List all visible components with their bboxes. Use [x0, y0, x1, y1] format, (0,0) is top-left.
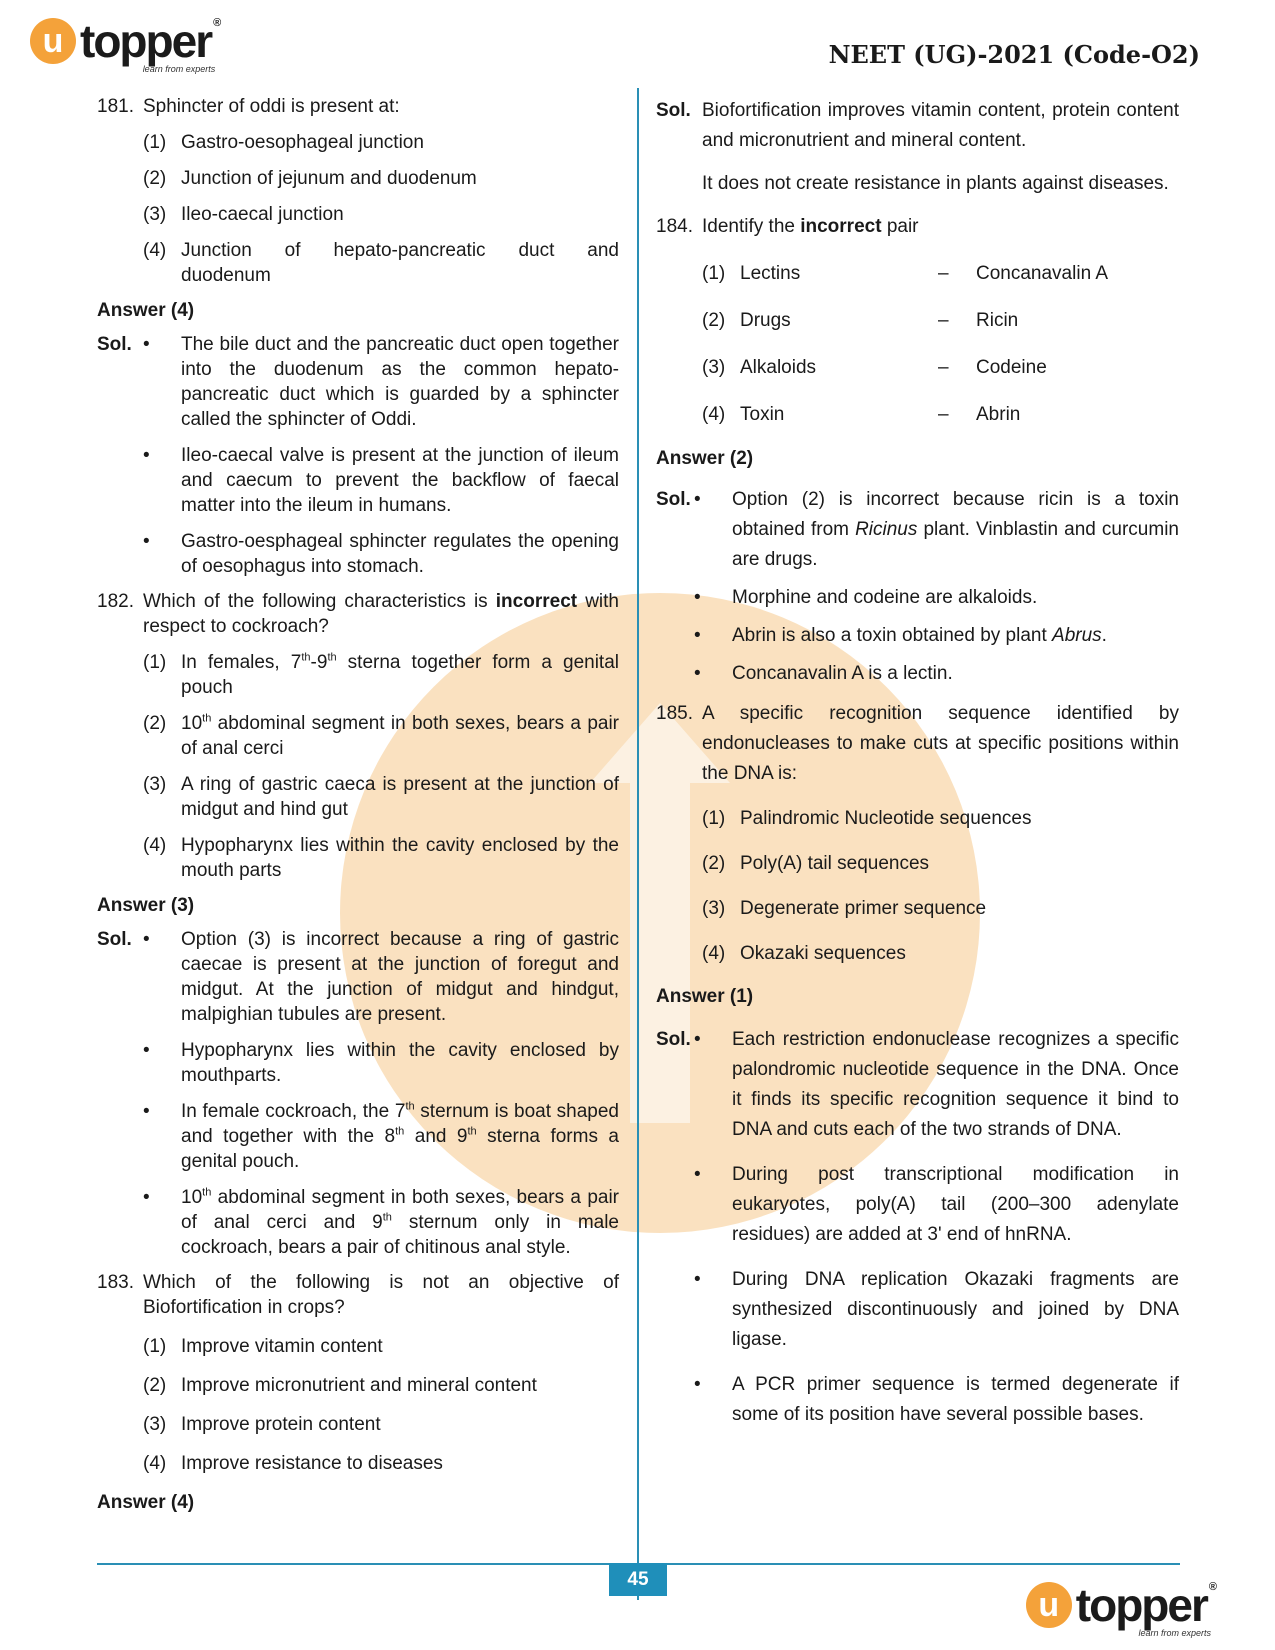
- pair-row: (1) Lectins – Concanavalin A: [702, 263, 1109, 284]
- question-183: 183. Which of the following is not an objective of Biofortification in crops?: [97, 1272, 619, 1318]
- option: (2) Poly(A) tail sequences: [702, 853, 930, 874]
- right-column: [656, 96, 1179, 1430]
- footer-logo: [1026, 1579, 1215, 1638]
- logo-u-icon: u: [30, 18, 76, 64]
- option: (4) Hypopharynx lies within the cavity enclosed by the mouth parts: [143, 835, 619, 881]
- answer-182: Answer (3): [97, 895, 195, 916]
- q185-options: [702, 804, 1179, 969]
- option: (1) Palindromic Nucleotide sequences: [702, 808, 1032, 829]
- option: (4) Improve resistance to diseases: [143, 1453, 443, 1474]
- question-182: 182. Which of the following characteristics is incorrect with respect to cockroach?: [97, 591, 619, 637]
- pair-row: (3) Alkaloids – Codeine: [702, 357, 1047, 378]
- option: (3) Improve protein content: [143, 1414, 381, 1435]
- page-number: 45: [609, 1563, 667, 1596]
- answer-184: Answer (2): [656, 448, 754, 469]
- q183-options: [143, 1334, 619, 1476]
- option: (3) A ring of gastric caeca is present at the junction of midgut and hind gut: [143, 774, 619, 820]
- solution-182: Sol. • Option (3) is incorrect because a ring of gastric caecae is present at the junction of foregut and midgut. At the junction of midgut and hindgut, malpighian tubules are present. • Hypopharynx lies within the cavity enclosed by mouthparts. • In female cockroach, the 7th sternum is boat shaped and together with the 8th and 9th sterna forms a genital pouch. • 10th abdominal segment in both sexes, bears a pair of anal cerci and 9th sternum only in male cockroach, bears a pair of chitinous anal style.: [97, 929, 619, 1258]
- pair-row: (2) Drugs – Ricin: [702, 310, 1019, 331]
- logo-u-icon: u: [1026, 1582, 1072, 1628]
- option: (2) Junction of jejunum and duodenum: [143, 168, 477, 189]
- option: (3) Ileo-caecal junction: [143, 204, 344, 225]
- option: (1) In females, 7th-9th sterna together form a genital pouch: [143, 651, 619, 698]
- logo-text: topper ®: [80, 15, 220, 67]
- q181-options: [143, 130, 619, 288]
- option: (1) Gastro-oesophageal junction: [143, 132, 424, 153]
- option: (3) Degenerate primer sequence: [702, 898, 987, 919]
- option: (1) Improve vitamin content: [143, 1336, 383, 1357]
- solution-185: Sol. • Each restriction endonuclease recognizes a specific palondromic nucleotide sequence in the DNA. Once it finds its specific recognition sequence it bind to DNA and cuts each of the two strands of DNA. • During post transcriptional modification in eukaryotes, poly(A) tail (200–300 adenylate residues) are added at 3' end of hnRNA. • During DNA replication Okazaki fragments are synthesized discontinuously and joined by DNA ligase. • A PCR primer sequence is termed degenerate if some of its position have several possible bases.: [656, 1029, 1179, 1425]
- solution-183: Sol. Biofortification improves vitamin content, protein content and micronutrient and mineral content. It does not create resistance in plants against diseases.: [656, 100, 1179, 194]
- q182-options: [143, 650, 619, 883]
- option: (4) Okazaki sequences: [702, 943, 906, 964]
- solution-184: Sol. • Option (2) is incorrect because ricin is a toxin obtained from Ricinus plant. Vinblastin and curcumin are drugs. • Morphine and codeine are alkaloids. • Abrin is also a toxin obtained by plant Abrus. • Concanavalin A is a lectin.: [656, 489, 1179, 684]
- question-181: 181. Sphincter of oddi is present at:: [97, 96, 400, 117]
- left-column: [97, 94, 619, 1515]
- q184-pairs: [702, 259, 1179, 430]
- option: (2) Improve micronutrient and mineral content: [143, 1375, 537, 1396]
- logo-tagline: learn from experts: [1138, 1628, 1211, 1638]
- question-184: 184. Identify the incorrect pair: [656, 216, 919, 237]
- question-185: 185. A specific recognition sequence identified by endonucleases to make cuts at specific positions within the DNA is:: [656, 703, 1179, 784]
- answer-185: Answer (1): [656, 986, 754, 1007]
- pair-row: (4) Toxin – Abrin: [702, 404, 1021, 425]
- answer-181: Answer (4): [97, 300, 195, 321]
- logo-text: topper ®: [1075, 1579, 1215, 1631]
- answer-183: Answer (4): [97, 1492, 195, 1513]
- option: (2) 10th abdominal segment in both sexes, bears a pair of anal cerci: [143, 712, 619, 759]
- option: (4) Junction of hepato-pancreatic duct and duodenum: [143, 240, 619, 286]
- logo-tagline: learn from experts: [142, 64, 216, 74]
- solution-181: Sol. • The bile duct and the pancreatic duct open together into the duodenum as the common hepato-pancreatic duct which is guarded by a sphincter called the sphincter of Oddi. • Ileo-caecal valve is present at the junction of ileum and caecum to prevent the backflow of faecal matter into the ileum in humans. • Gastro-oesphageal sphincter regulates the opening of oesophagus into stomach.: [97, 334, 619, 577]
- header-logo: [30, 15, 220, 74]
- exam-code: NEET (UG)-2021 (Code-O2): [828, 40, 1200, 69]
- column-divider: [637, 88, 639, 1600]
